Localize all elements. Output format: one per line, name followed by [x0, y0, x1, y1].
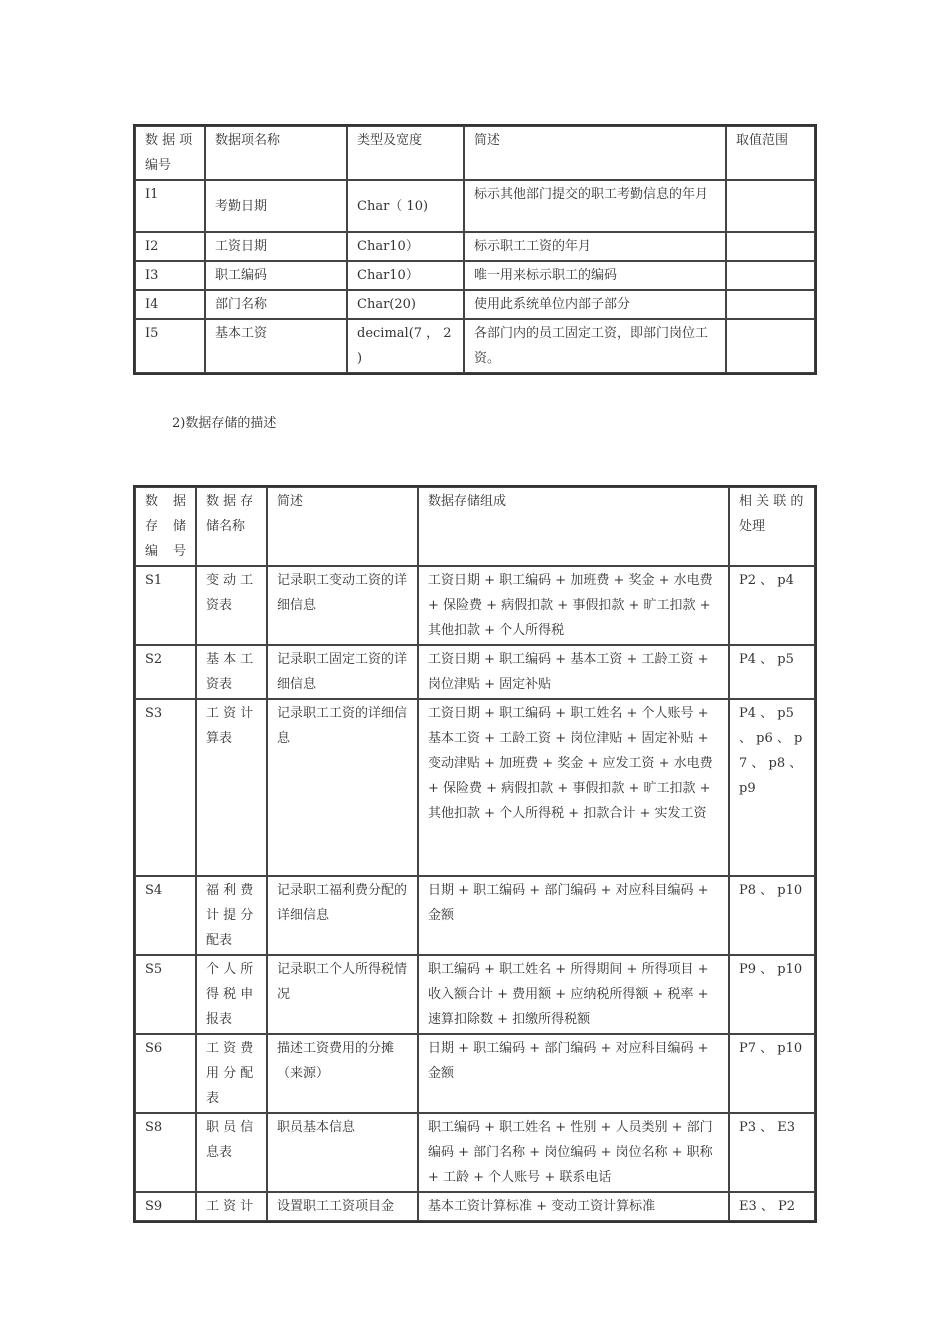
table-row: [135, 180, 815, 232]
header-cell: 简述: [267, 487, 418, 566]
table-cell: S1: [135, 566, 196, 645]
table-cell: 记录职工福利费分配的详细信息: [267, 876, 418, 955]
table-row: [135, 1192, 815, 1221]
table-cell: P3 、 E3: [729, 1113, 815, 1192]
table-row: [135, 261, 815, 290]
table-cell: 日期 + 职工编码 + 部门编码 + 对应科目编码 + 金额: [418, 876, 729, 955]
table-cell: 标示职工工资的年月: [464, 232, 726, 261]
table-cell: I5: [135, 319, 205, 373]
table-row: [135, 955, 815, 1034]
header-cell: 数据存储组成: [418, 487, 729, 566]
header-cell: 数据项名称: [205, 126, 347, 180]
table-row: [135, 290, 815, 319]
table-cell: [726, 290, 815, 319]
data-item-table: [133, 124, 817, 375]
table-cell: 职工编码 + 职工姓名 + 性别 + 人员类别 + 部门编码 + 部门名称 + 岗位编码 + 岗位名称 + 职称 + 工龄 + 个人账号 + 联系电话: [418, 1113, 729, 1192]
table-cell: I1: [135, 180, 205, 232]
table-cell: [726, 180, 815, 232]
table-cell: 考勤日期: [205, 180, 347, 232]
table-cell: P8 、 p10: [729, 876, 815, 955]
table-row: [135, 1113, 815, 1192]
table-cell: 变 动 工 资表: [196, 566, 267, 645]
table-cell: 工 资 计 算表: [196, 699, 267, 876]
table-cell: 记录职工工资的详细信息: [267, 699, 418, 876]
table-row: [135, 319, 815, 373]
table-row: [135, 699, 815, 876]
header-cell: 取值范围: [726, 126, 815, 180]
table-row: [135, 1034, 815, 1113]
data-store-table: [133, 485, 817, 1223]
header-cell: 数 据 存 储名称: [196, 487, 267, 566]
header-cell: 简述: [464, 126, 726, 180]
table-cell: 日期 + 职工编码 + 部门编码 + 对应科目编码 + 金额: [418, 1034, 729, 1113]
table-row: [135, 876, 815, 955]
table-cell: 工 资 计: [196, 1192, 267, 1221]
table-cell: S9: [135, 1192, 196, 1221]
table-cell: 唯一用来标示职工的编码: [464, 261, 726, 290]
table-cell: Char(20): [347, 290, 464, 319]
table-cell: 基 本 工 资表: [196, 645, 267, 699]
table-cell: P9 、 p10: [729, 955, 815, 1034]
table-header-row: [135, 487, 815, 566]
table-cell: 基本工资计算标准 + 变动工资计算标准: [418, 1192, 729, 1221]
table-cell: P2 、 p4: [729, 566, 815, 645]
table-cell: S8: [135, 1113, 196, 1192]
table-cell: 职 员 信 息表: [196, 1113, 267, 1192]
table-cell: Char（ 10): [347, 180, 464, 232]
table-cell: 部门名称: [205, 290, 347, 319]
table-cell: 工 资 费 用 分 配 表: [196, 1034, 267, 1113]
table-cell: decimal(7 ， 2 ): [347, 319, 464, 373]
table-cell: P4 、 p5 、 p6 、 p7 、 p8 、 p9: [729, 699, 815, 876]
table-cell: S5: [135, 955, 196, 1034]
table-row: [135, 566, 815, 645]
table-cell: 个 人 所 得 税 申 报表: [196, 955, 267, 1034]
table-cell: 记录职工固定工资的详细信息: [267, 645, 418, 699]
table-cell: 使用此系统单位内部子部分: [464, 290, 726, 319]
table-cell: I2: [135, 232, 205, 261]
table-cell: Char10）: [347, 232, 464, 261]
table-header-row: [135, 126, 815, 180]
table-cell: P7 、 p10: [729, 1034, 815, 1113]
header-cell: 相 关 联 的 处理: [729, 487, 815, 566]
table-cell: S4: [135, 876, 196, 955]
table-cell: 标示其他部门提交的职工考勤信息的年月: [464, 180, 726, 232]
table-cell: 工资日期 + 职工编码 + 基本工资 + 工龄工资 + 岗位津贴 + 固定补贴: [418, 645, 729, 699]
table-cell: 福 利 费 计 提 分 配表: [196, 876, 267, 955]
section-heading: 2)数据存储的描述: [172, 416, 277, 431]
table-cell: 职员基本信息: [267, 1113, 418, 1192]
table-cell: 工资日期 + 职工编码 + 职工姓名 + 个人账号 + 基本工资 + 工龄工资 + 岗位津贴 + 固定补贴 + 变动津贴 + 加班费 + 奖金 + 应发工资 + 水电费 + 保险费 + 病假扣款 + 事假扣款 + 旷工扣款 + 其他扣款 + 个人所得税 + 扣款合计 + 实发工资: [418, 699, 729, 876]
table-cell: 职工编码: [205, 261, 347, 290]
table-cell: E3 、 P2: [729, 1192, 815, 1221]
table-cell: S3: [135, 699, 196, 876]
header-cell: 类型及宽度: [347, 126, 464, 180]
table-cell: 各部门内的员工固定工资，即部门岗位工资。: [464, 319, 726, 373]
table-cell: 基本工资: [205, 319, 347, 373]
table-cell: 职工编码 + 职工姓名 + 所得期间 + 所得项目 + 收入额合计 + 费用额 + 应纳税所得额 + 税率 + 速算扣除数 + 扣缴所得税额: [418, 955, 729, 1034]
table-cell: I4: [135, 290, 205, 319]
table-cell: P4 、 p5: [729, 645, 815, 699]
header-cell: 数 据 项 编号: [135, 126, 205, 180]
table-cell: 记录职工变动工资的详细信息: [267, 566, 418, 645]
table-cell: [726, 261, 815, 290]
table-cell: 工资日期 + 职工编码 + 加班费 + 奖金 + 水电费 + 保险费 + 病假扣款 + 事假扣款 + 旷工扣款 + 其他扣款 + 个人所得税: [418, 566, 729, 645]
table-cell: S2: [135, 645, 196, 699]
table-cell: [726, 319, 815, 373]
table-row: [135, 232, 815, 261]
table-cell: S6: [135, 1034, 196, 1113]
table-row: [135, 645, 815, 699]
table-cell: 设置职工工资项目金: [267, 1192, 418, 1221]
header-cell: 数 据 存 储 编号: [135, 487, 196, 566]
table-cell: 工资日期: [205, 232, 347, 261]
table-cell: [726, 232, 815, 261]
table-cell: 记录职工个人所得税情况: [267, 955, 418, 1034]
table-cell: 描述工资费用的分摊（来源）: [267, 1034, 418, 1113]
table-cell: Char10）: [347, 261, 464, 290]
table-cell: I3: [135, 261, 205, 290]
